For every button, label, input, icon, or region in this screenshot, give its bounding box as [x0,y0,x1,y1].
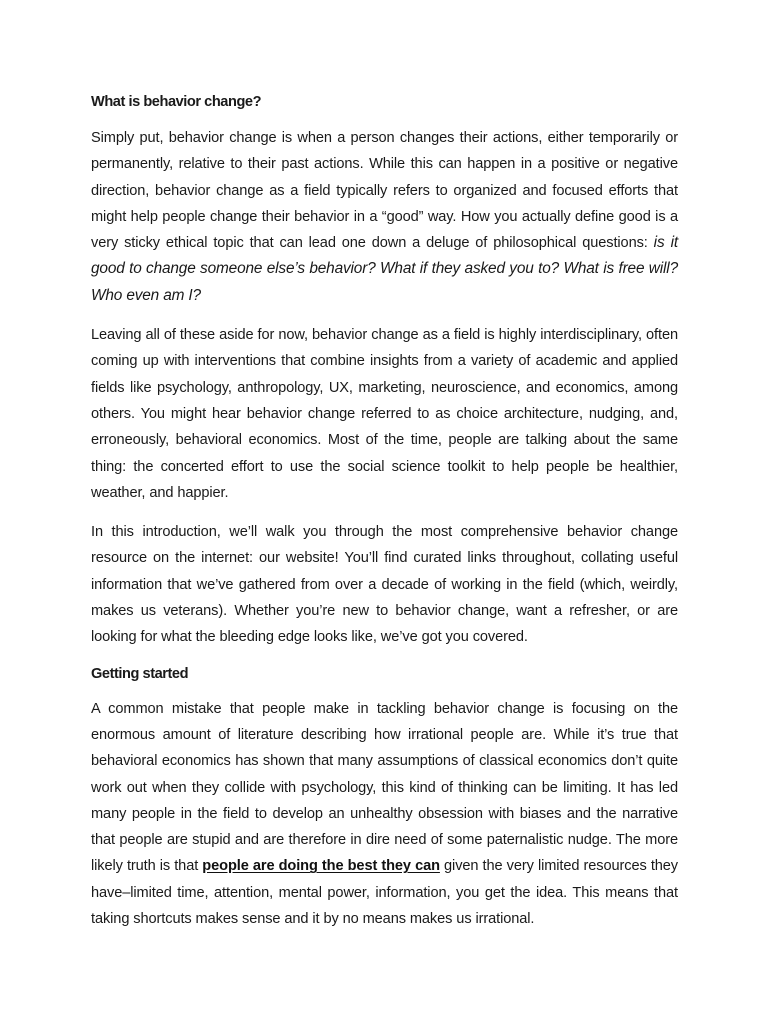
paragraph-common-mistake-text-after: given the very limited resources they have–limited time, attention, mental power, information, you get the idea. This means that taking shortcuts makes sense and it by no means makes us irrational. [91,858,679,928]
paragraph-common-mistake-text-before: A common mistake that people make in tackling behavior change is focusing on the enormous amount of literature describing how irrational people are. While it’s true that behavioral economics has shown that many assumptions of classical economics don’t quite work out when they collide with psychology, this kind of thinking can be limiting. It has led many people in the field to develop an unhealthy obsession with biases and the narrative that people are stupid and are therefore in dire need of some paternalistic nudge. The more likely truth is that [91,700,678,875]
paragraph-definition [91,125,678,309]
paragraph-introduction: In this introduction, we’ll walk you through the most comprehensive behavior change resource on the internet: our website! You’ll find curated links throughout, collating useful information that we’ve gathered from over a decade of working in the field (which, weirdly, makes us veterans). Whether you’re new to behavior change, want a refresher, or are looking for what the bleeding edge looks like, we’ve got you covered. [91,524,678,646]
heading-what-is-behavior-change: What is behavior change? [91,94,262,110]
paragraph-common-mistake [91,696,678,933]
paragraph-definition-italic-questions: is it good to change someone else’s behavior? What if they asked you to? What is free will? Who even am I? [91,234,678,304]
best-they-can-link[interactable]: people are doing the best they can [202,858,440,875]
heading-getting-started: Getting started [91,665,189,682]
paragraph-definition-text: Simply put, behavior change is when a person changes their actions, either temporarily or permanently, relative to their past actions. While this can happen in a positive or negative direction, behavior change as a field typically refers to organized and focused efforts that might help people change their behavior in a “good” way. How you actually define good is a very sticky ethical topic that can lead one down a deluge of philosophical questions: [91,130,678,252]
paragraph-interdisciplinary: Leaving all of these aside for now, behavior change as a field is highly interdisciplinary, often coming up with interventions that combine insights from a variety of academic and applied fields like psychology, anthropology, UX, marketing, neuroscience, and economics, among others. You might hear behavior change referred to as choice architecture, nudging, and, erroneously, behavioral economics. Most of the time, people are talking about the same thing: the concerted effort to use the social science toolkit to help people be healthier, weather, and happier. [91,327,678,501]
